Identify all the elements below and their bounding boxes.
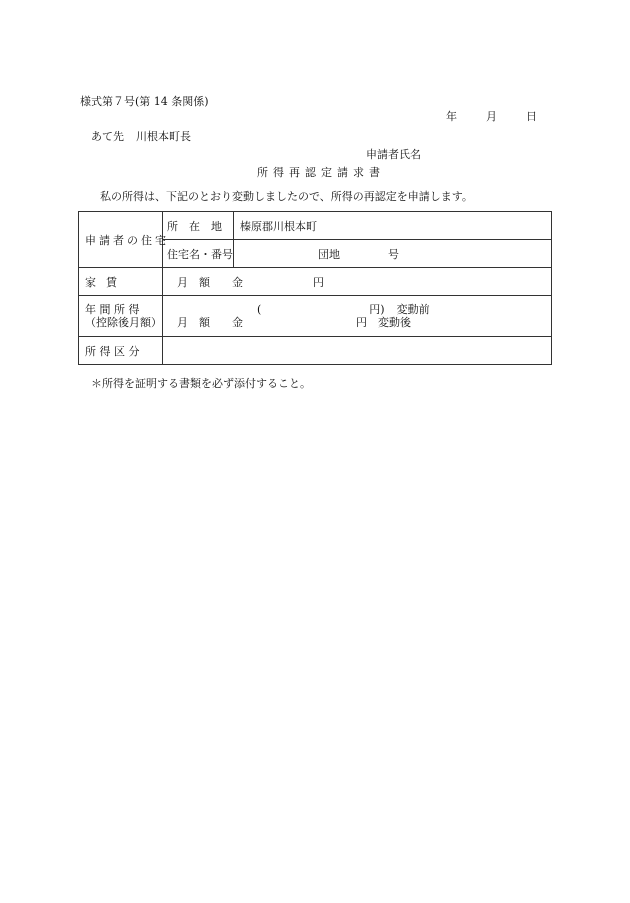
income-yen: 円: [356, 316, 367, 329]
table-row: [79, 212, 552, 240]
form-number: 様式第７号(第 14 条関係): [80, 95, 209, 108]
rent-yen: 円: [313, 275, 324, 289]
applicant-name-label: 申請者氏名: [366, 148, 421, 161]
table-row: [79, 296, 552, 337]
addressee-label: あて先: [91, 130, 124, 143]
addressee-name: 川根本町長: [136, 130, 191, 143]
table-row: [79, 268, 552, 296]
date-day: 日: [526, 110, 537, 123]
go-label: 号: [388, 247, 399, 261]
residence-label: 申請者の住宅: [79, 212, 163, 268]
income-label: [79, 296, 163, 337]
income-yen-close: 円): [369, 303, 385, 316]
category-label: 所 得 区 分: [79, 337, 163, 365]
income-after: 変動後: [378, 316, 411, 329]
document-title: 所得再認定請求書: [257, 166, 385, 179]
addressee: [91, 130, 191, 144]
date-year: 年: [446, 110, 457, 123]
intro-text: 私の所得は、下記のとおり変動しましたので、所得の再認定を申請します。: [100, 190, 473, 203]
income-before: 変動前: [396, 303, 430, 316]
application-table: [78, 211, 552, 365]
income-amount-label: 月 額 金: [177, 316, 243, 329]
rent-amount-label: 月 額 金: [177, 275, 243, 289]
house-field[interactable]: [234, 240, 552, 268]
income-label-line1: 年 間 所 得: [85, 303, 140, 316]
rent-label: 家賃: [79, 268, 163, 296]
category-field[interactable]: [163, 337, 552, 365]
income-field[interactable]: [163, 296, 552, 337]
danchi-label: 団地: [318, 247, 340, 261]
income-label-line2: （控除後月額）: [85, 316, 162, 329]
house-label: 住宅名・番号: [163, 240, 234, 268]
table-row: [79, 337, 552, 365]
rent-field[interactable]: [163, 268, 552, 296]
location-field[interactable]: 榛原郡川根本町: [234, 212, 552, 240]
location-label: 所 在 地: [163, 212, 234, 240]
attachment-note: ＊所得を証明する書類を必ず添付すること。: [91, 377, 311, 390]
date-line: [446, 110, 537, 124]
date-month: 月: [486, 110, 497, 123]
income-open-paren: (: [257, 303, 262, 316]
